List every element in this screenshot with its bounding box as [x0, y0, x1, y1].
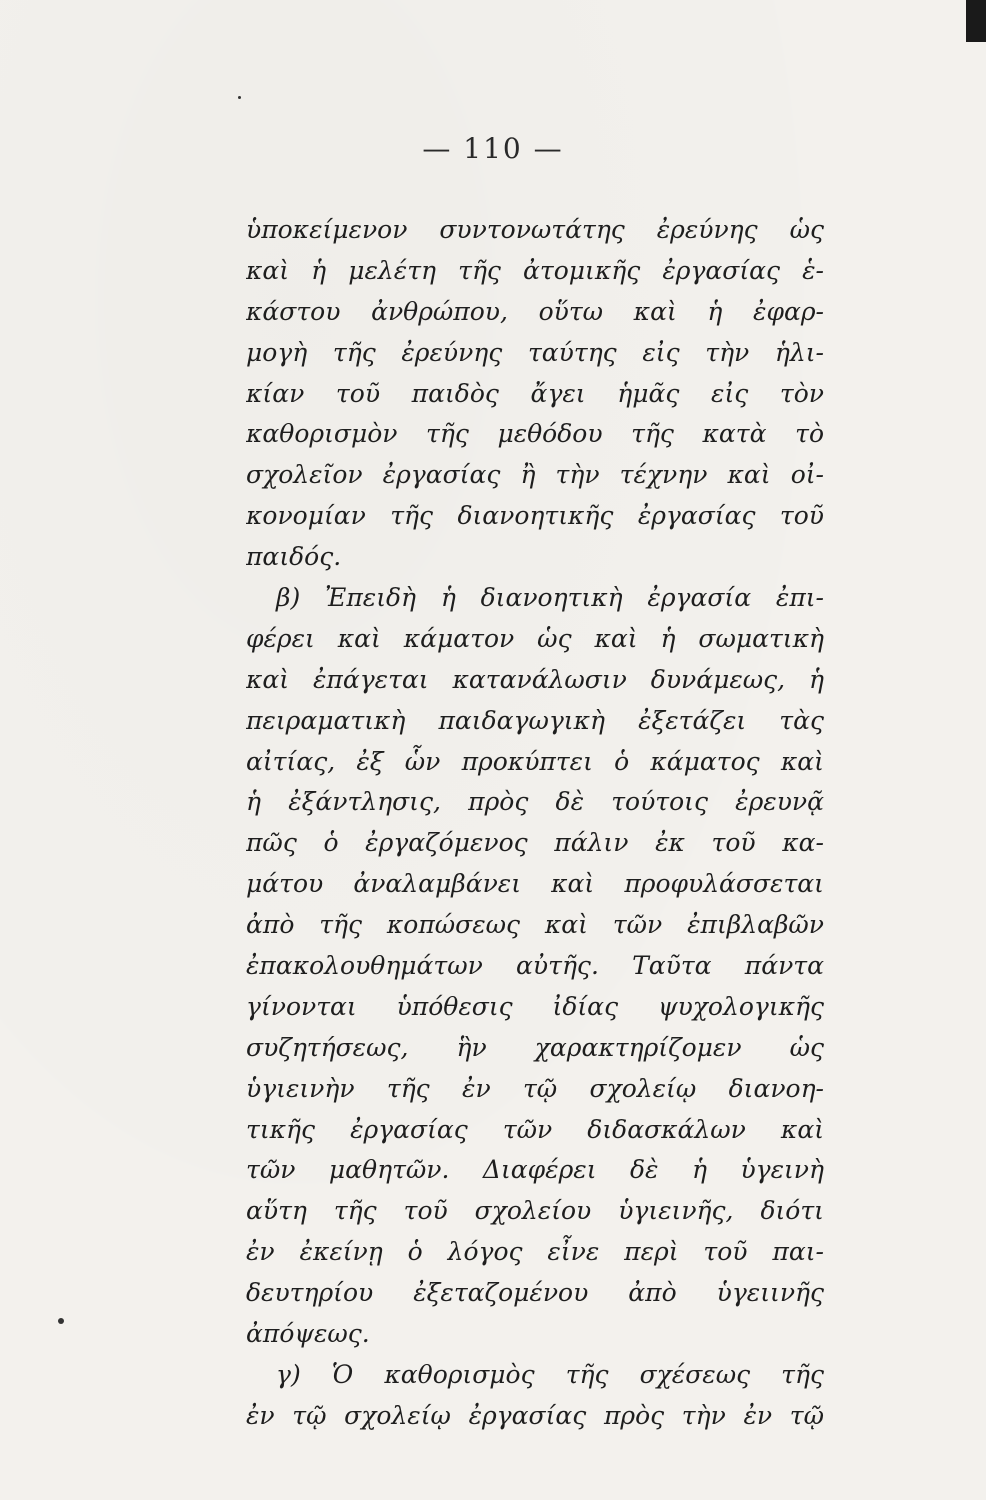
text-line: τικῆς ἐργασίας τῶν διδασκάλων καὶ [246, 1114, 824, 1144]
text-line: β) Ἐπειδὴ ἡ διανοητικὴ ἐργασία ἐπι- [276, 583, 824, 613]
text-line: αὕτη τῆς τοῦ σχολείου ὑγιεινῆς, διότι [246, 1196, 824, 1226]
text-line: καὶ ἡ μελέτη τῆς ἀτομικῆς ἐργασίας ἑ- [246, 255, 824, 285]
text-line: συζητήσεως, ἣν χαρακτηρίζομεν ὡς [246, 1032, 824, 1062]
text-line: καθορισμὸν τῆς μεθόδου τῆς κατὰ τὸ [246, 419, 824, 449]
text-line: τῶν μαθητῶν. Διαφέρει δὲ ἡ ὑγεινὴ [246, 1155, 824, 1185]
text-line: ἀπὸ τῆς κοπώσεως καὶ τῶν ἐπιβλαβῶν [246, 910, 824, 940]
text-line: δευτηρίου ἐξεταζομένου ἀπὸ ὑγειινῆς [246, 1278, 824, 1308]
text-line: ὑποκείμενον συντονωτάτης ἐρεύνης ὡς [246, 215, 824, 244]
scan-speck [238, 96, 241, 99]
text-line: γίνονται ὑπόθεσις ἰδίας ψυχολογικῆς [246, 991, 824, 1021]
text-line: μάτου ἀναλαμβάνει καὶ προφυλάσσεται [246, 869, 824, 899]
scan-corner-mark [966, 0, 986, 42]
text-line: πειραματικὴ παιδαγωγικὴ ἐξετάζει τὰς [246, 705, 824, 735]
text-line: ἀπόψεως. [246, 1319, 370, 1349]
text-line: ὑγιεινὴν τῆς ἐν τῷ σχολείῳ διανοη- [246, 1073, 824, 1103]
text-line: κίαν τοῦ παιδὸς ἄγει ἡμᾶς εἰς τὸν [246, 378, 824, 408]
text-line: ἡ ἐξάντλησις, πρὸς δὲ τούτοις ἐρευνᾷ [246, 787, 824, 817]
text-line: πῶς ὁ ἐργαζόμενος πάλιν ἐκ τοῦ κα- [246, 828, 824, 858]
text-line: κονομίαν τῆς διανοητικῆς ἐργασίας τοῦ [246, 501, 824, 531]
scan-speck [58, 1318, 64, 1324]
text-line: κάστου ἀνθρώπου, οὕτω καὶ ἡ ἐφαρ- [246, 296, 824, 326]
text-line: φέρει καὶ κάματον ὡς καὶ ἡ σωματικὴ [246, 623, 824, 653]
text-line: ἐπακολουθημάτων αὐτῆς. Ταῦτα πάντα [246, 951, 824, 981]
text-line: μογὴ τῆς ἐρεύνης ταύτης εἰς τὴν ἡλι- [246, 337, 824, 367]
text-line: αἰτίας, ἐξ ὧν προκύπτει ὁ κάματος καὶ [246, 746, 824, 776]
text-line: σχολεῖον ἐργασίας ἢ τὴν τέχνην καὶ οἰ- [246, 460, 824, 490]
text-line: ἐν ἐκείνῃ ὁ λόγος εἶνε περὶ τοῦ παι- [246, 1237, 824, 1267]
text-line: ἐν τῷ σχολείῳ ἐργασίας πρὸς τὴν ἐν τῷ [246, 1400, 824, 1430]
page-number: — 110 — [422, 132, 564, 165]
text-line: καὶ ἐπάγεται κατανάλωσιν δυνάμεως, ἡ [246, 664, 824, 694]
text-line: γ) Ὁ καθορισμὸς τῆς σχέσεως τῆς [276, 1359, 824, 1389]
text-line: παιδός. [246, 542, 342, 572]
body-text [246, 210, 824, 1437]
